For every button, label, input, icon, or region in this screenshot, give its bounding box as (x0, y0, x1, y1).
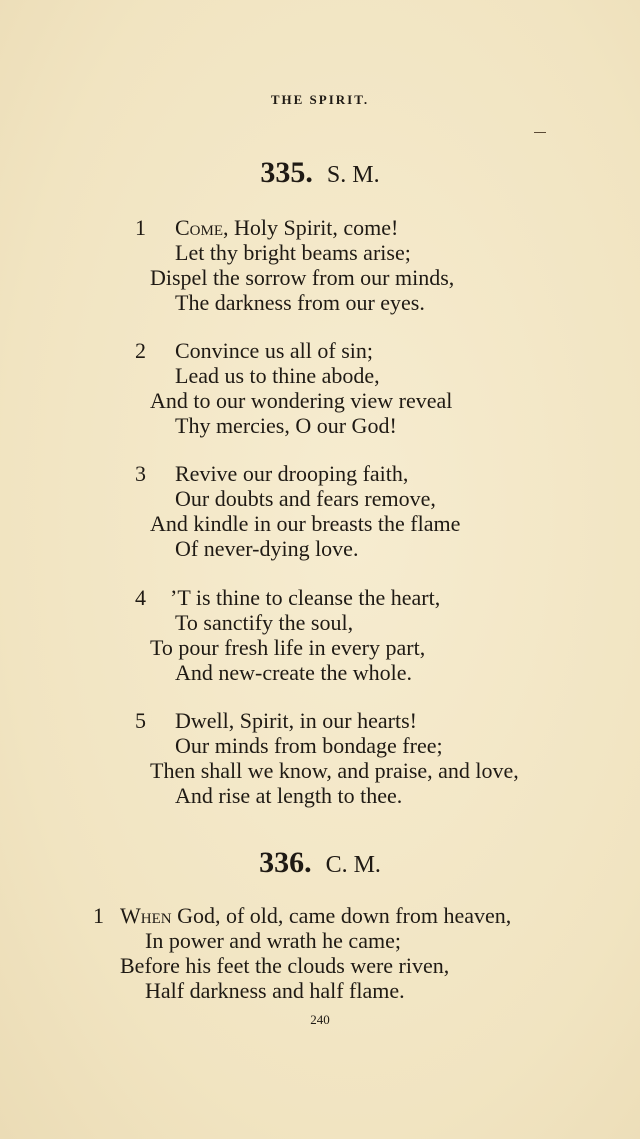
verse-line: Come, Holy Spirit, come! (175, 215, 399, 240)
verse-line: Half darkness and half flame. (145, 978, 405, 1003)
verse-line: And kindle in our breasts the flame (150, 511, 461, 536)
verse-line: Lead us to thine abode, (175, 363, 380, 388)
running-head: THE SPIRIT. (270, 92, 370, 107)
hymn-meter: C. M. (325, 852, 381, 878)
verse-number: 3 (135, 461, 146, 486)
hymn-336-heading (0, 846, 640, 880)
verse-line: Before his feet the clouds were riven, (120, 953, 450, 978)
verse-line: The darkness from our eyes. (175, 290, 425, 315)
printer-mark (534, 132, 546, 133)
verse-number: 2 (135, 338, 146, 363)
verse-line: To pour fresh life in every part, (150, 635, 426, 660)
verse-number: 1 (135, 215, 146, 240)
first-word: When (120, 903, 172, 928)
hymn-number: 336. (259, 846, 312, 879)
verse-line: Thy mercies, O our God! (175, 413, 397, 438)
verse-line: Let thy bright beams arise; (175, 240, 411, 265)
verse-line: Dwell, Spirit, in our hearts! (175, 708, 417, 733)
verse-line: Dispel the sorrow from our minds, (150, 265, 455, 290)
verse-number: 1 (93, 903, 104, 928)
hymn-number: 335. (260, 156, 313, 189)
verse-line: And rise at length to thee. (175, 783, 403, 808)
verse-number: 4 (135, 585, 146, 610)
verse-line: And to our wondering view reveal (150, 388, 453, 413)
verse-line: Convince us all of sin; (175, 338, 373, 363)
verse-number: 5 (135, 708, 146, 733)
verse-line: Revive our drooping faith, (175, 461, 409, 486)
verse-line: Then shall we know, and praise, and love, (150, 758, 519, 783)
verse-line: Of never-dying love. (175, 536, 359, 561)
page-number: 240 (310, 1012, 330, 1027)
verse-line: Our doubts and fears remove, (175, 486, 436, 511)
hymn-335-heading (0, 156, 640, 190)
hymn-meter: S. M. (326, 162, 380, 188)
verse-line: When God, of old, came down from heaven, (120, 903, 512, 928)
verse-line: ’T is thine to cleanse the heart, (170, 585, 441, 610)
verse-line: In power and wrath he came; (145, 928, 401, 953)
verse-line: And new-create the whole. (175, 660, 413, 685)
verse-line: Our minds from bondage free; (175, 733, 443, 758)
first-word: Come, (175, 215, 229, 240)
verse-line: To sanctify the soul, (175, 610, 354, 635)
